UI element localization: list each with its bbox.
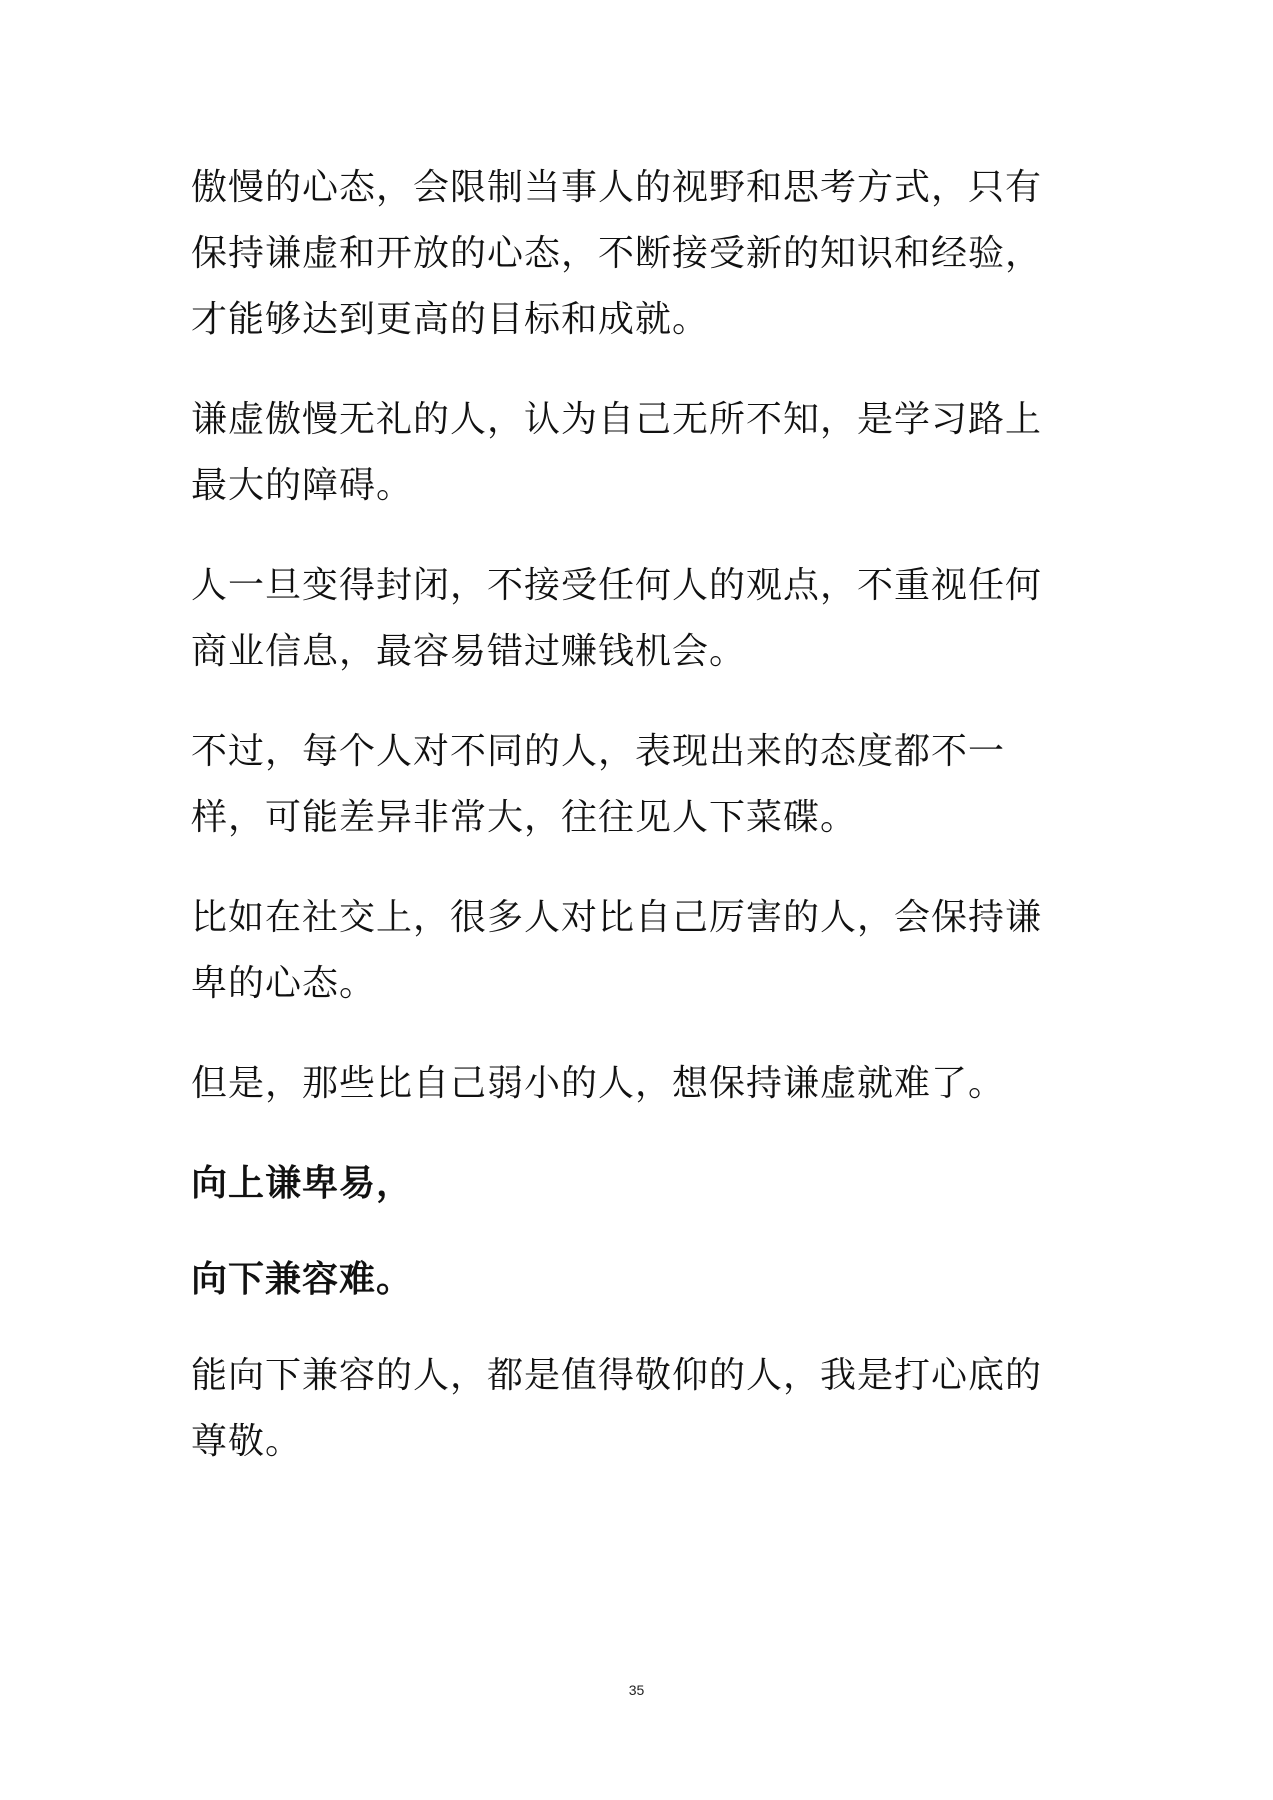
paragraph: 但是，那些比自己弱小的人，想保持谦虚就难了。 xyxy=(191,1063,1006,1104)
paragraph: 傲慢的心态，会限制当事人的视野和思考方式，只有保持谦虚和开放的心态，不断接受新的知识和经验，才能够达到更高的目标和成就。 xyxy=(191,167,1043,340)
paragraph: 谦虚傲慢无礼的人，认为自己无所不知，是学习路上最大的障碍。 xyxy=(191,399,1043,506)
paragraph: 能向下兼容的人，都是值得敬仰的人，我是打心底的尊敬。 xyxy=(191,1355,1043,1462)
paragraph: 不过，每个人对不同的人，表现出来的态度都不一样，可能差异非常大，往往见人下菜碟。 xyxy=(191,731,1006,838)
bold-heading-line: 向下兼容难。 xyxy=(191,1259,414,1300)
paragraph: 比如在社交上，很多人对比自己厉害的人，会保持谦卑的心态。 xyxy=(191,897,1043,1004)
document-body xyxy=(191,155,1053,1509)
paragraph: 人一旦变得封闭，不接受任何人的观点，不重视任何商业信息，最容易错过赚钱机会。 xyxy=(191,565,1043,672)
bold-heading-line: 向上谦卑易， xyxy=(191,1163,414,1204)
page-number: 35 xyxy=(628,1682,645,1698)
